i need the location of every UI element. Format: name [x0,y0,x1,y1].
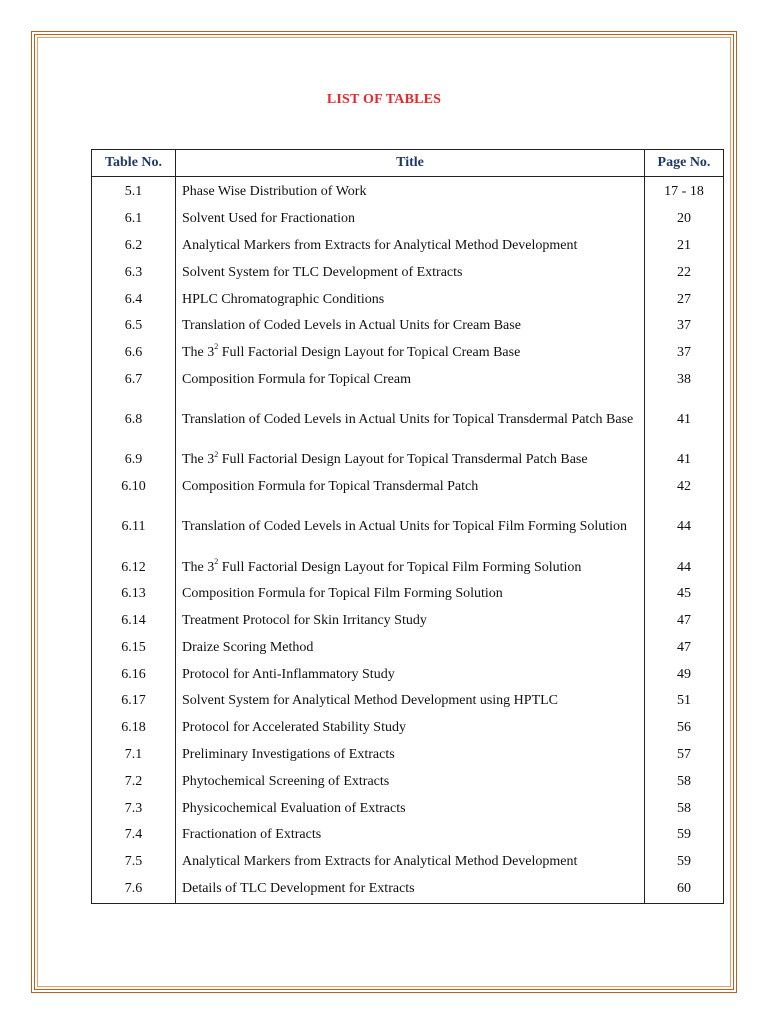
page-number: 38 [645,367,724,394]
table-title: Analytical Markers from Extracts for Analytical Method Development [176,233,645,260]
table-title [176,554,645,581]
table-title: Composition Formula for Topical Transdermal Patch [176,474,645,501]
page-number: 45 [645,581,724,608]
table-row [92,608,724,635]
table-number: 6.5 [92,313,176,340]
table-number: 6.1 [92,206,176,233]
table-number: 6.3 [92,259,176,286]
table-row [92,501,724,555]
table-number: 6.2 [92,233,176,260]
table-title: HPLC Chromatographic Conditions [176,286,645,313]
page-number: 42 [645,474,724,501]
table-row [92,795,724,822]
table-row [92,474,724,501]
table-number: 6.13 [92,581,176,608]
title-suffix: Full Factorial Design Layout for Topical Film Forming Solution [218,559,582,575]
table-title: Phytochemical Screening of Extracts [176,769,645,796]
table-title: Solvent System for Analytical Method Development using HPTLC [176,688,645,715]
column-header-table-no: Table No. [92,150,176,177]
column-header-title: Title [176,150,645,177]
page-number: 47 [645,635,724,662]
title-prefix: The 3 [182,452,215,468]
title-suffix: Full Factorial Design Layout for Topical Transdermal Patch Base [218,452,588,468]
table-row [92,635,724,662]
table-row [92,742,724,769]
table-row [92,715,724,742]
table-title: Composition Formula for Topical Cream [176,367,645,394]
page-number: 17 - 18 [645,177,724,206]
table-row [92,340,724,367]
table-row [92,177,724,206]
table-title [176,447,645,474]
table-title: Translation of Coded Levels in Actual Units for Topical Transdermal Patch Base [176,393,645,447]
table-number: 7.2 [92,769,176,796]
page-number: 27 [645,286,724,313]
table-title: Protocol for Anti-Inflammatory Study [176,661,645,688]
table-header-row [92,150,724,177]
table-number: 7.3 [92,795,176,822]
table-number: 6.11 [92,501,176,555]
table-title: Details of TLC Development for Extracts [176,876,645,903]
page-number: 41 [645,393,724,447]
page-number: 22 [645,259,724,286]
page-number: 20 [645,206,724,233]
table-number: 6.4 [92,286,176,313]
title-superscript: 2 [214,342,219,352]
table-number: 6.10 [92,474,176,501]
page-number: 37 [645,340,724,367]
document-title: LIST OF TABLES [326,92,442,107]
table-row [92,206,724,233]
title-superscript: 2 [214,449,219,459]
page-number: 56 [645,715,724,742]
page-number: 51 [645,688,724,715]
page-number: 59 [645,822,724,849]
page-number: 60 [645,876,724,903]
table-row [92,233,724,260]
table-number: 6.6 [92,340,176,367]
table-row [92,581,724,608]
table-title: Solvent Used for Fractionation [176,206,645,233]
page-number: 57 [645,742,724,769]
page-number: 47 [645,608,724,635]
table-row [92,447,724,474]
page-number: 44 [645,554,724,581]
table-title: Phase Wise Distribution of Work [176,177,645,206]
table-number: 7.5 [92,849,176,876]
table-title: Solvent System for TLC Development of Extracts [176,259,645,286]
table-row [92,393,724,447]
table-number: 6.16 [92,661,176,688]
table-row [92,554,724,581]
table-row [92,367,724,394]
title-superscript: 2 [214,556,219,566]
table-title [176,340,645,367]
table-row [92,688,724,715]
table-number: 6.12 [92,554,176,581]
table-title: Protocol for Accelerated Stability Study [176,715,645,742]
page-number: 49 [645,661,724,688]
page-number: 41 [645,447,724,474]
table-row [92,876,724,903]
table-number: 7.4 [92,822,176,849]
table-title: Treatment Protocol for Skin Irritancy Study [176,608,645,635]
list-of-tables [91,149,724,904]
table-row [92,849,724,876]
table-row [92,286,724,313]
table-title: Preliminary Investigations of Extracts [176,742,645,769]
title-suffix: Full Factorial Design Layout for Topical Cream Base [218,345,521,361]
table-number: 7.1 [92,742,176,769]
table-number: 6.15 [92,635,176,662]
table-title: Composition Formula for Topical Film Forming Solution [176,581,645,608]
page-number: 21 [645,233,724,260]
page-number: 58 [645,769,724,796]
table-number: 6.9 [92,447,176,474]
table-number: 5.1 [92,177,176,206]
table-number: 7.6 [92,876,176,903]
table-row [92,259,724,286]
table-row [92,661,724,688]
table-title: Analytical Markers from Extracts for Analytical Method Development [176,849,645,876]
page-number: 59 [645,849,724,876]
table-number: 6.7 [92,367,176,394]
table-title: Translation of Coded Levels in Actual Units for Cream Base [176,313,645,340]
page-number: 37 [645,313,724,340]
column-header-page-no: Page No. [645,150,724,177]
title-prefix: The 3 [182,345,215,361]
page-number: 44 [645,501,724,555]
table-row [92,822,724,849]
table-number: 6.17 [92,688,176,715]
title-prefix: The 3 [182,559,215,575]
table-row [92,769,724,796]
table-number: 6.18 [92,715,176,742]
table-number: 6.14 [92,608,176,635]
table-title: Fractionation of Extracts [176,822,645,849]
page-number: 58 [645,795,724,822]
table-row [92,313,724,340]
table-number: 6.8 [92,393,176,447]
table-title: Physicochemical Evaluation of Extracts [176,795,645,822]
table-title: Translation of Coded Levels in Actual Units for Topical Film Forming Solution [176,501,645,555]
table-title: Draize Scoring Method [176,635,645,662]
